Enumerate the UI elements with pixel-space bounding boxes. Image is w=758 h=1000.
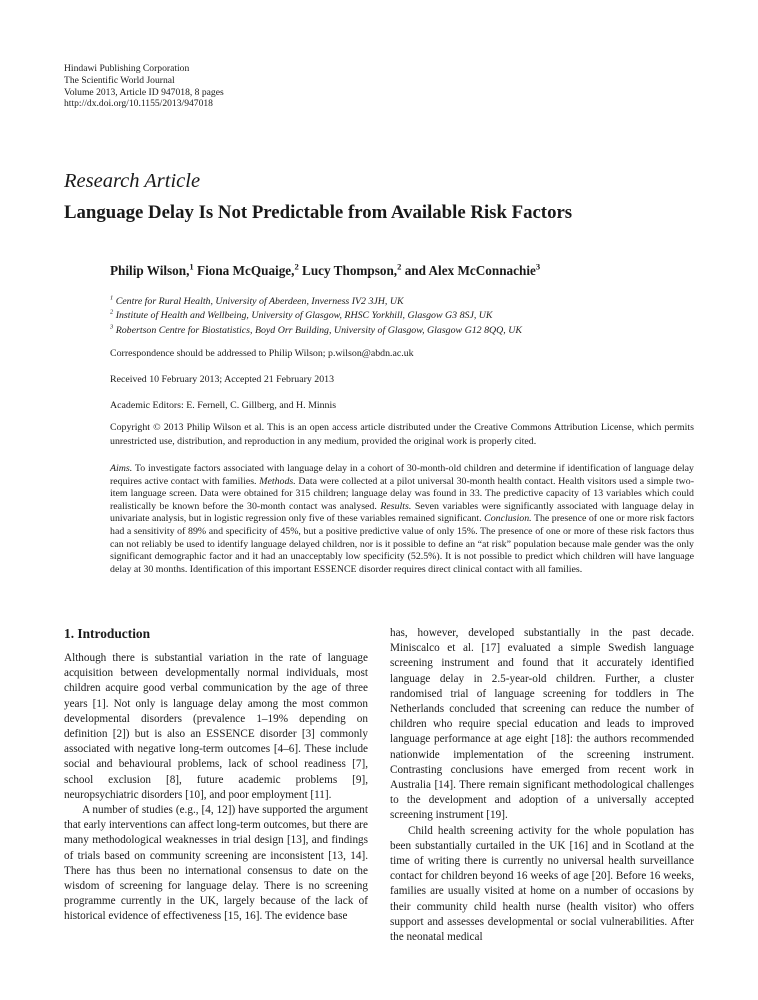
affiliation — [110, 324, 522, 338]
abstract-heading-conclusion: Conclusion. — [484, 513, 532, 525]
body-paragraph: Although there is substantial variation in the rate of language acquisition between developmentally normal individuals, most children acquire good verbal communication by the age of three years [1]. Not only is language delay among the most common developmental disorders (prevalence 1–19% depending on definition [2]) but is also an ESSENCE disorder [3] commonly associated with negative long-term outcomes [4–6]. These include social and behavioural problems, lack of school readiness [7], school exclusion [8], future academic problems [9], neuropsychiatric disorders [10], and poor employment [11]. — [64, 652, 368, 801]
author-name: Fiona McQuaige, — [193, 263, 295, 278]
journal-header — [64, 63, 224, 110]
article-type: Research Article — [64, 170, 201, 192]
abstract-text: To investigate factors associated with language delay in a cohort of 30-month-old children and determine if identification of language delay requires active contact with families. — [110, 463, 694, 487]
academic-editors: Academic Editors: E. Fernell, C. Gillberg, and H. Minnis — [110, 400, 337, 411]
abstract — [110, 463, 694, 576]
author-list — [110, 263, 540, 279]
publisher-name: Hindawi Publishing Corporation — [64, 63, 190, 74]
abstract-heading-aims: Aims. — [110, 463, 133, 474]
body-paragraph: has, however, developed substantially in the past decade. Miniscalco et al. [17] evaluated a simple Swedish language screening instrument and found that it accurately identified language delay in 2.5-year-old children. Further, a cluster randomised trial of language screening for toddlers in The Netherlands concluded that screening can reduce the number of children who require special education and leads to improved language performance at age eight [18]: the authors recommended nationwide implementation of the screening instrument. Contrasting conclusions have emerged from recent work in Australia [14]. There remain significant methodological challenges to the development and adoption of a universally accepted screening instrument [19]. — [390, 627, 694, 822]
author-affiliation-mark: 3 — [535, 261, 541, 272]
body-column-right — [390, 626, 694, 945]
affiliation-text: Robertson Centre for Biostatistics, Boyd Orr Building, University of Glasgow, Glasgow G12 8QQ, UK — [113, 324, 522, 336]
author-name: Lucy Thompson, — [298, 263, 398, 278]
abstract-text: Data were collected at a pilot universal 30-month health contact. Health visitors used a simple two-item language screen. Data were obtained for 315 children; language delay was found in 33. The predictive capacity of 13 variables which could realistically be known before the 30-month contact was analysed. — [110, 475, 694, 512]
abstract-text: The presence of one or more risk factors had a sensitivity of 89% and specificity of 45%, but a positive predictive value of only 15%. The presence of one or more of these risk factors thus can not reliably be used to identify language delayed children, nor is it possible to define an “at risk” population because male gender was the only significant demographic factor and it had an unacceptably low specificity (52.5%). It is not possible to predict which children will have language delay at 30 months. Identification of this important ESSENCE disorder requires direct clinical contact with all families. — [110, 513, 694, 575]
volume-info: Volume 2013, Article ID 947018, 8 pages — [64, 86, 224, 98]
affiliation-mark: 2 — [110, 309, 114, 317]
copyright-notice: Copyright © 2013 Philip Wilson et al. This is an open access article distributed under the Creative Commons Attribution License, which permits unrestricted use, distribution, and reproduction in any medium, provided the original work is properly cited. — [110, 422, 694, 448]
body-paragraph: A number of studies (e.g., [4, 12]) have supported the argument that early interventions can affect long-term outcomes, but there are many methodological weaknesses in trial design [13], and findings of trials based on community screening are inconsistent [13, 14]. There has thus been no international consensus to date on the wisdom of screening for language delay. There is no screening programme currently in the UK, largely because of the lack of historical evidence of effectiveness [15, 16]. The evidence base — [64, 804, 368, 923]
affiliation-text: Institute of Health and Wellbeing, University of Glasgow, RHSC Yorkhill, Glasgow G3 8SJ, UK — [113, 310, 493, 322]
author-name: and Alex McConnachie — [401, 263, 536, 278]
doi-link[interactable]: http://dx.doi.org/10.1155/2013/947018 — [64, 98, 213, 110]
affiliation — [110, 295, 522, 309]
abstract-text: Seven variables were significantly associated with language delay in univariate analysis, but in logistic regression only five of these variables remained significant. — [110, 500, 694, 525]
affiliation-text: Centre for Rural Health, University of Aberdeen, Inverness IV2 3JH, UK — [113, 296, 404, 307]
affiliation-list — [110, 295, 522, 338]
affiliation-mark: 3 — [110, 323, 114, 331]
body-paragraph: Child health screening activity for the whole population has been substantially curtailed in the UK [16] and in Scotland at the time of writing there is currently no universal health surveillance contact for children beyond 16 weeks of age [20]. Before 16 weeks, families are usually visited at home on a number of occasions by their community child health nurse (health visitor) who offers support and assesses developmental or social vulnerabilities. After the neonatal medical — [390, 824, 694, 944]
author-affiliation-mark: 2 — [294, 261, 299, 272]
abstract-heading-methods: Methods. — [259, 475, 296, 487]
abstract-heading-results: Results. — [380, 500, 412, 512]
author-affiliation-mark: 2 — [397, 261, 402, 272]
article-title: Language Delay Is Not Predictable from Available Risk Factors — [64, 202, 573, 223]
author-affiliation-mark: 1 — [189, 261, 194, 272]
affiliation-mark: 1 — [110, 294, 114, 302]
affiliation — [110, 309, 522, 323]
received-accepted-dates: Received 10 February 2013; Accepted 21 February 2013 — [110, 374, 335, 385]
correspondence-line: Correspondence should be addressed to Philip Wilson; p.wilson@abdn.ac.uk — [110, 348, 414, 359]
section-heading-introduction: 1. Introduction — [64, 626, 151, 641]
author-name: Philip Wilson, — [110, 263, 190, 278]
journal-name: The Scientific World Journal — [64, 74, 175, 86]
body-column-left — [64, 651, 368, 925]
